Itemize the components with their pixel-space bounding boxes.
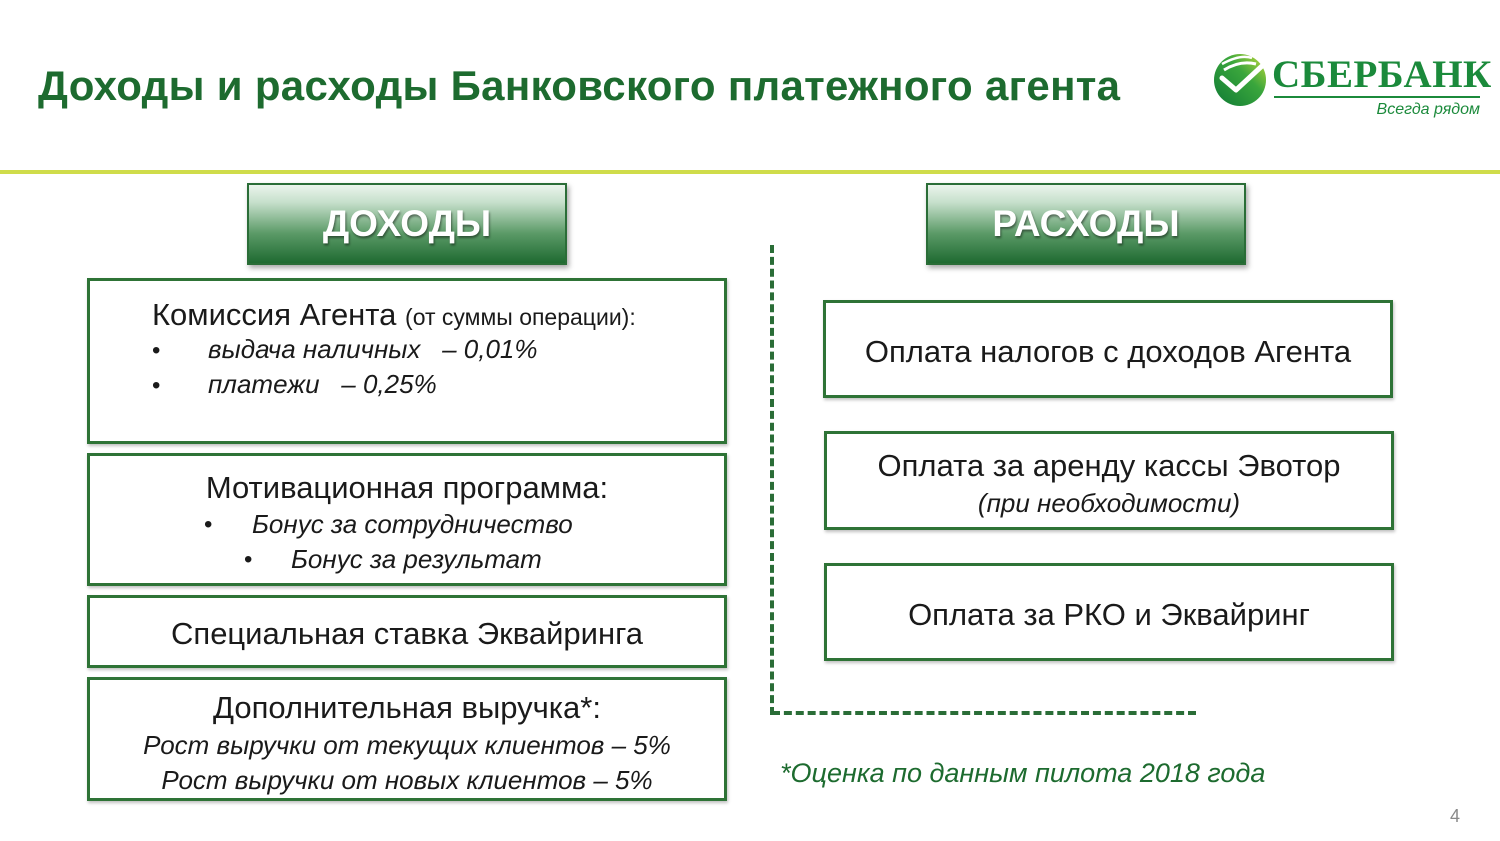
revenue-title: Дополнительная выручка*: — [213, 690, 601, 725]
header-rule — [0, 170, 1500, 174]
commission-title-line — [152, 297, 636, 333]
logo-name: СБЕРБАНК — [1272, 53, 1492, 96]
motivation-box — [87, 453, 727, 586]
revenue-line: Рост выручки от текущих клиентов – 5% — [143, 730, 671, 760]
expense-box-evotor — [824, 431, 1394, 530]
bullet-icon: • — [152, 337, 161, 364]
logo-underline — [1274, 96, 1480, 98]
footnote: *Оценка по данным пилота 2018 года — [780, 758, 1266, 788]
motivation-item: Бонус за сотрудничество — [252, 509, 573, 539]
bullet-icon: • — [204, 511, 213, 538]
bullet-icon: • — [152, 372, 161, 399]
expense-title: Оплата налогов с доходов Агента — [864, 334, 1352, 369]
revenue-line: Рост выручки от новых клиентов – 5% — [161, 765, 653, 795]
commission-item-payments — [208, 369, 437, 400]
logo-tagline: Всегда рядом — [1376, 101, 1480, 118]
commission-item-value: – 0,25% — [341, 369, 437, 399]
expense-title: Оплата за аренду кассы Эвотор — [877, 448, 1341, 483]
commission-box — [87, 278, 727, 444]
commission-item-label: платежи — [208, 369, 320, 399]
column-divider-horizontal — [772, 711, 1196, 715]
commission-item-label: выдача наличных — [208, 334, 421, 364]
commission-item-value: – 0,01% — [442, 334, 538, 364]
expense-title: Оплата за РКО и Эквайринг — [908, 597, 1310, 632]
incomes-header: ДОХОДЫ — [247, 183, 567, 265]
acquiring-box — [87, 595, 727, 668]
acquiring-text: Специальная ставка Эквайринга — [171, 616, 643, 651]
commission-note: (от суммы операции): — [405, 304, 636, 330]
revenue-box — [87, 677, 727, 801]
expense-box-rko — [824, 563, 1394, 661]
expense-note: (при необходимости) — [977, 488, 1241, 518]
motivation-item: Бонус за результат — [291, 544, 542, 574]
expenses-header: РАСХОДЫ — [926, 183, 1246, 265]
sberbank-logo-icon — [1212, 52, 1268, 108]
slide-title: Доходы и расходы Банковского платежного агента — [38, 62, 1121, 109]
column-divider-vertical — [770, 245, 774, 715]
commission-item-cash — [208, 334, 538, 365]
bullet-icon: • — [244, 546, 253, 573]
page-number: 4 — [1450, 806, 1461, 826]
motivation-title: Мотивационная программа: — [205, 470, 609, 505]
expense-box-taxes — [823, 300, 1393, 398]
sberbank-logo — [1212, 50, 1492, 126]
commission-title: Комиссия Агента — [152, 297, 397, 332]
